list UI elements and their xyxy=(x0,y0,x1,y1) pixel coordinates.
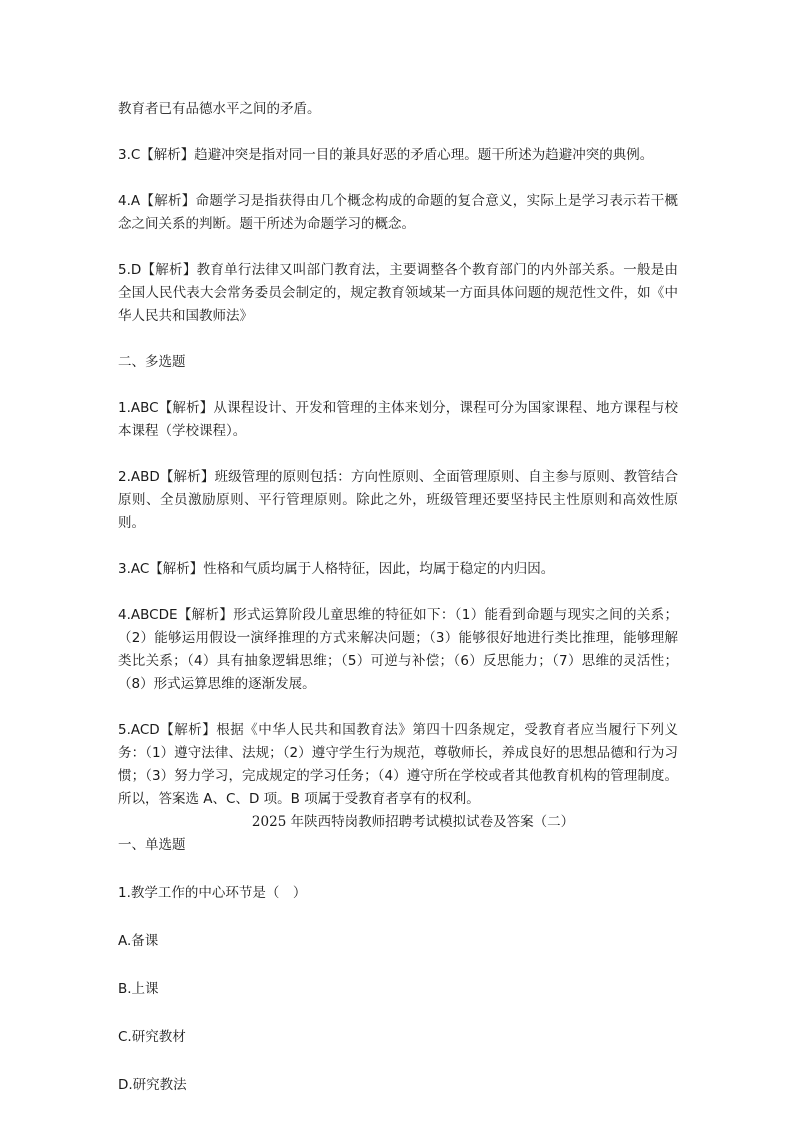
exam-title: 2025 年陕西特岗教师招聘考试模拟试卷及答案（二） xyxy=(251,814,575,830)
option-c: C.研究教材 xyxy=(118,1029,186,1045)
answer-4: 4.A【解析】命题学习是指获得由几个概念构成的命题的复合意义，实际上是学习表示若干概念之间关系的判断。题干所述为命题学习的概念。 xyxy=(118,193,678,232)
option-a: A.备课 xyxy=(118,933,159,949)
section-heading-multiple-choice: 二、多选题 xyxy=(118,354,186,370)
answer-3: 3.C【解析】趋避冲突是指对同一目的兼具好恶的矛盾心理。题干所述为趋避冲突的典例。 xyxy=(118,147,654,163)
section-heading-single-choice: 一、单选题 xyxy=(118,837,186,853)
multi-answer-1: 1.ABC【解析】从课程设计、开发和管理的主体来划分，课程可分为国家课程、地方课程与校本课程（学校课程）。 xyxy=(118,400,678,439)
multi-answer-2: 2.ABD【解析】班级管理的原则包括：方向性原则、全面管理原则、自主参与原则、教管结合原则、全员激励原则、平行管理原则。除此之外，班级管理还要坚持民主性原则和高效性原则。 xyxy=(118,469,678,531)
paragraph-continuation: 教育者已有品德水平之间的矛盾。 xyxy=(118,101,321,117)
multi-answer-4: 4.ABCDE【解析】形式运算阶段儿童思维的特征如下：（1）能看到命题与现实之间的关系；（2）能够运用假设一演绎推理的方式来解决问题；（3）能够很好地进行类比推理，能够理解类比关系；（4）具有抽象逻辑思维；（5）可逆与补偿；（6）反思能力；（7）思维的灵活性；（8）形式运算思维的逐渐发展。 xyxy=(118,607,678,692)
document-page xyxy=(118,98,678,1097)
answer-5: 5.D【解析】教育单行法律又叫部门教育法，主要调整各个教育部门的内外部关系。一般是由全国人民代表大会常务委员会制定的，规定教育领域某一方面具体问题的规范性文件，如《中华人民共和国教师法》 xyxy=(118,262,678,324)
option-d: D.研究教法 xyxy=(118,1077,187,1093)
option-b: B.上课 xyxy=(118,981,159,997)
multi-answer-5: 5.ACD【解析】根据《中华人民共和国教育法》第四十四条规定，受教育者应当履行下列义务：（1）遵守法律、法规；（2）遵守学生行为规范，尊敬师长，养成良好的思想品德和行为习惯；（3）努力学习，完成规定的学习任务；（4）遵守所在学校或者其他教育机构的管理制度。所以，答案选 A、C、D 项。B 项属于受教育者享有的权利。 xyxy=(118,722,678,807)
multi-answer-3: 3.AC【解析】性格和气质均属于人格特征，因此，均属于稳定的内归因。 xyxy=(118,561,555,577)
question-1: 1.教学工作的中心环节是（ ） xyxy=(118,885,307,901)
